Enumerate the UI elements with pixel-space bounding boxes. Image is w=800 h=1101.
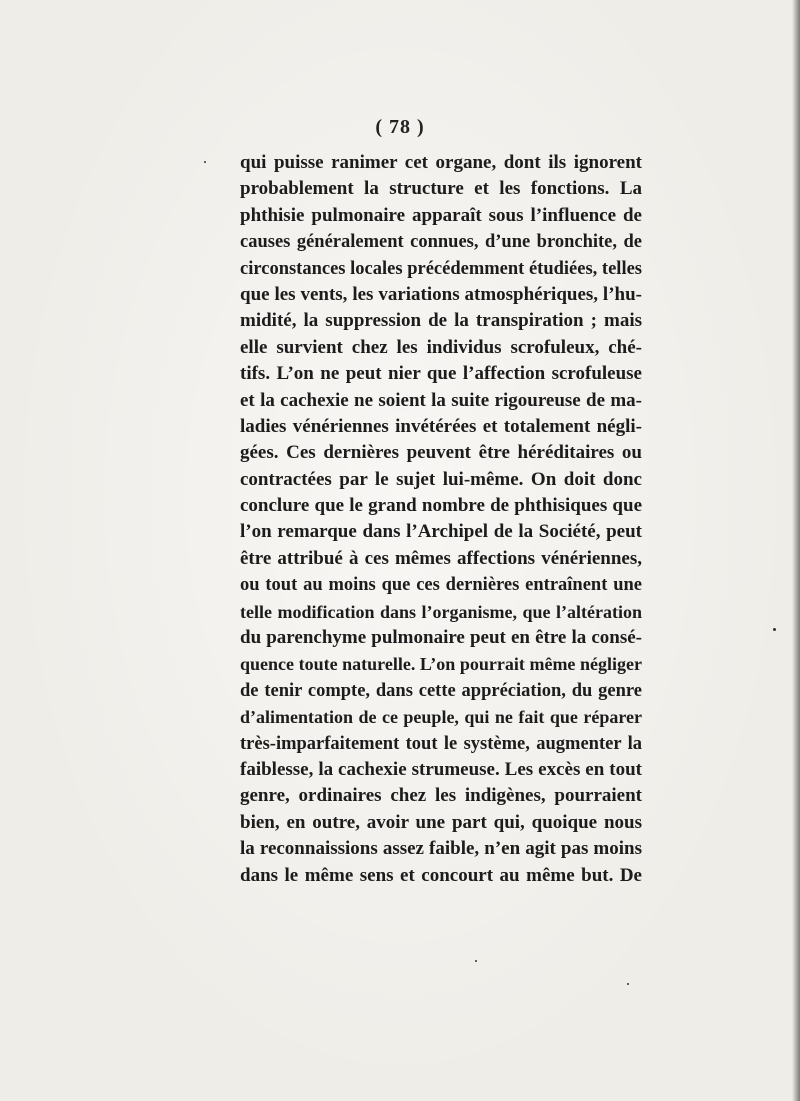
text-line: dans le même sens et concourt au même but. De [240,864,642,886]
text-line: circonstances locales précédemment étudiées, telles [240,258,642,279]
text-line: contractées par le sujet lui-même. On doit donc [240,468,642,490]
text-line: tifs. L’on ne peut nier que l’affection scrofuleuse [240,363,642,385]
text-line: genre, ordinaires chez les indigènes, pourraient [240,785,642,807]
text-line: de tenir compte, dans cette appréciation, du genre [240,680,642,701]
body-text [240,150,642,889]
text-line: quence toute naturelle. L’on pourrait même négliger [240,654,642,675]
text-line: midité, la suppression de la transpiration ; mais [240,310,642,332]
text-line: conclure que le grand nombre de phthisiques que [240,495,642,517]
text-line: et la cachexie ne soient la suite rigoureuse de ma- [240,389,642,411]
text-line: elle survient chez les individus scrofuleux, ché- [240,336,642,358]
ink-speck [627,983,629,985]
text-line: la reconnaissions assez faible, n’en agit pas moins [240,838,642,860]
ink-speck [204,161,206,163]
text-line: ou tout au moins que ces dernières entraînent une [240,575,642,596]
text-line: bien, en outre, avoir une part qui, quoique nous [240,811,642,833]
text-line: gées. Ces dernières peuvent être héréditaires ou [240,442,642,464]
text-line: ladies vénériennes invétérées et totalement négli- [240,415,642,437]
text-line: faiblesse, la cachexie strumeuse. Les excès en tout [240,758,642,780]
text-line: phthisie pulmonaire apparaît sous l’influence de [240,204,642,226]
text-line: causes généralement connues, d’une bronchite, de [240,232,642,253]
text-line: qui puisse ranimer cet organe, dont ils ignorent [240,152,642,173]
page-number: ( 78 ) [375,116,425,138]
text-line: probablement la structure et les fonctions. La [240,178,642,200]
text-line: telle modification dans l’organisme, que l’altération [240,601,642,622]
page-edge-shadow [792,0,800,1101]
text-line: d’alimentation de ce peuple, qui ne fait que réparer [240,707,642,728]
text-line: l’on remarque dans l’Archipel de la Société, peut [240,521,642,543]
text-line: être attribué à ces mêmes affections vénériennes, [240,547,642,569]
text-line: du parenchyme pulmonaire peut en être la consé- [240,627,642,649]
ink-speck [773,628,776,631]
text-line: que les vents, les variations atmosphériques, l’hu- [240,283,642,305]
ink-speck [475,960,477,962]
text-line: très-imparfaitement tout le système, augmenter la [240,733,642,754]
